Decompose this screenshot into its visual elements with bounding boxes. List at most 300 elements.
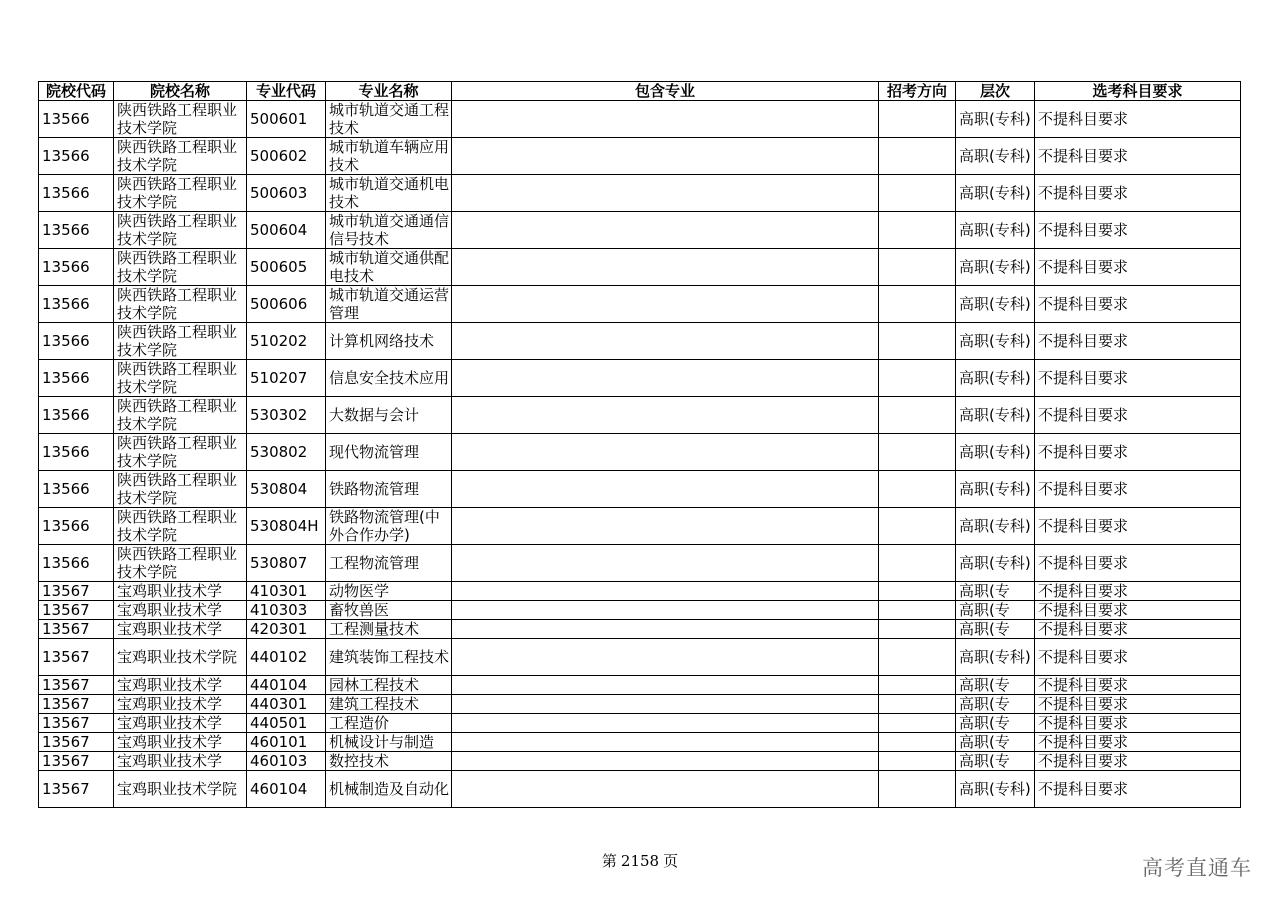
major-name-text: 大数据与会计 bbox=[329, 406, 420, 424]
major-name-text: 城市轨道交通工程技术 bbox=[329, 101, 450, 137]
table-row bbox=[39, 752, 1241, 771]
cell-subject-requirement bbox=[1035, 360, 1241, 397]
cell-school-code bbox=[39, 434, 114, 471]
school-name-text: 宝鸡职业技术学院 bbox=[117, 648, 238, 666]
header-row bbox=[39, 82, 1241, 101]
cell-level bbox=[956, 101, 1035, 138]
school-name-text: 宝鸡职业技术学 bbox=[117, 695, 223, 713]
major-code-text: 440501 bbox=[250, 714, 308, 732]
cell-school-code bbox=[39, 752, 114, 771]
table-row bbox=[39, 323, 1241, 360]
school-code-text: 13567 bbox=[42, 733, 90, 751]
cell-major-name bbox=[326, 508, 452, 545]
cell-included-majors bbox=[452, 582, 879, 601]
cell-included-majors bbox=[452, 695, 879, 714]
cell-major-name bbox=[326, 286, 452, 323]
cell-direction bbox=[879, 714, 956, 733]
cell-subject-requirement bbox=[1035, 714, 1241, 733]
cell-included-majors bbox=[452, 397, 879, 434]
cell-major-code bbox=[247, 771, 326, 808]
cell-major-code bbox=[247, 620, 326, 639]
subject-requirement-text: 不提科目要求 bbox=[1038, 221, 1129, 239]
cell-level bbox=[956, 695, 1035, 714]
table-row bbox=[39, 620, 1241, 639]
school-name-text: 陕西铁路工程职业技术学院 bbox=[117, 508, 238, 544]
subject-requirement-text: 不提科目要求 bbox=[1038, 517, 1129, 535]
subject-requirement-text: 不提科目要求 bbox=[1038, 258, 1129, 276]
school-code-text: 13567 bbox=[42, 620, 90, 638]
cell-direction bbox=[879, 639, 956, 676]
subject-requirement-text: 不提科目要求 bbox=[1038, 184, 1129, 202]
subject-requirement-text: 不提科目要求 bbox=[1038, 582, 1129, 600]
cell-direction bbox=[879, 601, 956, 620]
cell-direction bbox=[879, 695, 956, 714]
cell-school-code bbox=[39, 695, 114, 714]
subject-requirement-text: 不提科目要求 bbox=[1038, 620, 1129, 638]
subject-requirement-text: 不提科目要求 bbox=[1038, 714, 1129, 732]
school-name-text: 陕西铁路工程职业技术学院 bbox=[117, 212, 238, 248]
table-row bbox=[39, 138, 1241, 175]
cell-school-name bbox=[114, 545, 247, 582]
school-code-text: 13567 bbox=[42, 648, 90, 666]
cell-school-code bbox=[39, 582, 114, 601]
cell-included-majors bbox=[452, 639, 879, 676]
major-code-text: 510207 bbox=[250, 369, 308, 387]
cell-direction bbox=[879, 360, 956, 397]
cell-included-majors bbox=[452, 714, 879, 733]
cell-included-majors bbox=[452, 508, 879, 545]
school-code-text: 13566 bbox=[42, 295, 90, 313]
cell-major-code bbox=[247, 101, 326, 138]
cell-major-code bbox=[247, 175, 326, 212]
school-code-text: 13566 bbox=[42, 480, 90, 498]
col-header-subject-requirement: 选考科目要求 bbox=[1035, 82, 1241, 101]
table-row bbox=[39, 676, 1241, 695]
school-code-text: 13567 bbox=[42, 695, 90, 713]
cell-school-name bbox=[114, 508, 247, 545]
major-code-text: 500606 bbox=[250, 295, 308, 313]
table-row bbox=[39, 286, 1241, 323]
cell-school-code bbox=[39, 601, 114, 620]
cell-major-code bbox=[247, 249, 326, 286]
cell-school-name bbox=[114, 620, 247, 639]
cell-major-code bbox=[247, 434, 326, 471]
major-name-text: 城市轨道交通通信信号技术 bbox=[329, 212, 450, 248]
cell-school-name bbox=[114, 601, 247, 620]
cell-major-name bbox=[326, 471, 452, 508]
cell-major-code bbox=[247, 545, 326, 582]
major-code-text: 530302 bbox=[250, 406, 308, 424]
cell-school-code bbox=[39, 620, 114, 639]
cell-school-code bbox=[39, 101, 114, 138]
major-name-text: 铁路物流管理(中外合作办学) bbox=[329, 508, 440, 544]
school-code-text: 13566 bbox=[42, 258, 90, 276]
col-header-level: 层次 bbox=[956, 82, 1035, 101]
col-header-included-majors: 包含专业 bbox=[452, 82, 879, 101]
table-row bbox=[39, 639, 1241, 676]
cell-included-majors bbox=[452, 175, 879, 212]
cell-major-name bbox=[326, 397, 452, 434]
cell-school-name bbox=[114, 286, 247, 323]
major-name-text: 城市轨道车辆应用技术 bbox=[329, 138, 450, 174]
subject-requirement-text: 不提科目要求 bbox=[1038, 733, 1129, 751]
cell-level bbox=[956, 323, 1035, 360]
cell-major-name bbox=[326, 101, 452, 138]
cell-level bbox=[956, 676, 1035, 695]
cell-level bbox=[956, 771, 1035, 808]
major-name-text: 建筑工程技术 bbox=[329, 695, 420, 713]
cell-major-name bbox=[326, 733, 452, 752]
cell-school-name bbox=[114, 101, 247, 138]
cell-major-code bbox=[247, 397, 326, 434]
cell-school-name bbox=[114, 471, 247, 508]
school-code-text: 13567 bbox=[42, 582, 90, 600]
cell-subject-requirement bbox=[1035, 471, 1241, 508]
subject-requirement-text: 不提科目要求 bbox=[1038, 480, 1129, 498]
page-number bbox=[0, 850, 1280, 871]
cell-included-majors bbox=[452, 471, 879, 508]
cell-school-code bbox=[39, 545, 114, 582]
level-text: 高职(专科) bbox=[959, 110, 1031, 128]
cell-included-majors bbox=[452, 620, 879, 639]
cell-subject-requirement bbox=[1035, 601, 1241, 620]
school-code-text: 13567 bbox=[42, 780, 90, 798]
cell-included-majors bbox=[452, 601, 879, 620]
major-code-text: 530804H bbox=[250, 517, 319, 535]
major-name-text: 机械设计与制造 bbox=[329, 733, 435, 751]
cell-major-code bbox=[247, 676, 326, 695]
cell-direction bbox=[879, 752, 956, 771]
col-header-major-code: 专业代码 bbox=[247, 82, 326, 101]
cell-school-name bbox=[114, 434, 247, 471]
cell-level bbox=[956, 733, 1035, 752]
major-name-text: 铁路物流管理 bbox=[329, 480, 420, 498]
cell-direction bbox=[879, 397, 956, 434]
cell-included-majors bbox=[452, 323, 879, 360]
page-number-suffix: 页 bbox=[663, 852, 679, 870]
school-code-text: 13566 bbox=[42, 110, 90, 128]
level-text: 高职(专科) bbox=[959, 406, 1031, 424]
cell-school-code bbox=[39, 175, 114, 212]
major-name-text: 工程物流管理 bbox=[329, 554, 420, 572]
cell-school-code bbox=[39, 733, 114, 752]
cell-school-code bbox=[39, 397, 114, 434]
major-name-text: 城市轨道交通运营管理 bbox=[329, 286, 450, 322]
admissions-table bbox=[38, 81, 1241, 808]
cell-level bbox=[956, 714, 1035, 733]
level-text: 高职(专科) bbox=[959, 517, 1031, 535]
major-code-text: 500605 bbox=[250, 258, 308, 276]
cell-subject-requirement bbox=[1035, 620, 1241, 639]
school-name-text: 宝鸡职业技术学 bbox=[117, 714, 223, 732]
cell-major-name bbox=[326, 639, 452, 676]
level-text: 高职(专科) bbox=[959, 258, 1031, 276]
major-name-text: 畜牧兽医 bbox=[329, 601, 390, 619]
cell-included-majors bbox=[452, 360, 879, 397]
cell-major-code bbox=[247, 601, 326, 620]
level-text: 高职(专 bbox=[959, 582, 1010, 600]
major-code-text: 510202 bbox=[250, 332, 308, 350]
cell-subject-requirement bbox=[1035, 771, 1241, 808]
cell-included-majors bbox=[452, 752, 879, 771]
level-text: 高职(专科) bbox=[959, 369, 1031, 387]
subject-requirement-text: 不提科目要求 bbox=[1038, 295, 1129, 313]
major-code-text: 410303 bbox=[250, 601, 308, 619]
cell-level bbox=[956, 138, 1035, 175]
cell-direction bbox=[879, 620, 956, 639]
cell-major-name bbox=[326, 175, 452, 212]
cell-direction bbox=[879, 286, 956, 323]
major-code-text: 530802 bbox=[250, 443, 308, 461]
level-text: 高职(专 bbox=[959, 733, 1010, 751]
cell-major-name bbox=[326, 752, 452, 771]
level-text: 高职(专科) bbox=[959, 648, 1031, 666]
table-row bbox=[39, 249, 1241, 286]
school-name-text: 宝鸡职业技术学 bbox=[117, 733, 223, 751]
cell-level bbox=[956, 601, 1035, 620]
school-name-text: 宝鸡职业技术学 bbox=[117, 620, 223, 638]
cell-subject-requirement bbox=[1035, 733, 1241, 752]
school-name-text: 陕西铁路工程职业技术学院 bbox=[117, 360, 238, 396]
cell-level bbox=[956, 752, 1035, 771]
school-code-text: 13566 bbox=[42, 332, 90, 350]
cell-school-name bbox=[114, 733, 247, 752]
subject-requirement-text: 不提科目要求 bbox=[1038, 648, 1129, 666]
cell-subject-requirement bbox=[1035, 676, 1241, 695]
school-name-text: 宝鸡职业技术学 bbox=[117, 752, 223, 770]
subject-requirement-text: 不提科目要求 bbox=[1038, 332, 1129, 350]
table-row bbox=[39, 471, 1241, 508]
school-code-text: 13566 bbox=[42, 184, 90, 202]
major-code-text: 500604 bbox=[250, 221, 308, 239]
school-name-text: 宝鸡职业技术学 bbox=[117, 601, 223, 619]
page-number-prefix: 第 bbox=[601, 852, 617, 870]
school-code-text: 13566 bbox=[42, 554, 90, 572]
major-name-text: 城市轨道交通机电技术 bbox=[329, 175, 450, 211]
cell-major-name bbox=[326, 695, 452, 714]
cell-school-code bbox=[39, 138, 114, 175]
cell-subject-requirement bbox=[1035, 752, 1241, 771]
cell-included-majors bbox=[452, 545, 879, 582]
subject-requirement-text: 不提科目要求 bbox=[1038, 443, 1129, 461]
table-row bbox=[39, 360, 1241, 397]
cell-major-name bbox=[326, 714, 452, 733]
cell-school-code bbox=[39, 508, 114, 545]
major-code-text: 530804 bbox=[250, 480, 308, 498]
level-text: 高职(专科) bbox=[959, 184, 1031, 202]
major-name-text: 园林工程技术 bbox=[329, 676, 420, 694]
cell-level bbox=[956, 212, 1035, 249]
watermark-text: 高考直通车 bbox=[1142, 856, 1252, 880]
school-code-text: 13567 bbox=[42, 601, 90, 619]
school-name-text: 陕西铁路工程职业技术学院 bbox=[117, 545, 238, 581]
major-code-text: 500603 bbox=[250, 184, 308, 202]
cell-subject-requirement bbox=[1035, 582, 1241, 601]
cell-school-code bbox=[39, 676, 114, 695]
subject-requirement-text: 不提科目要求 bbox=[1038, 147, 1129, 165]
level-text: 高职(专 bbox=[959, 695, 1010, 713]
cell-school-name bbox=[114, 212, 247, 249]
major-code-text: 500602 bbox=[250, 147, 308, 165]
level-text: 高职(专 bbox=[959, 676, 1010, 694]
school-code-text: 13567 bbox=[42, 714, 90, 732]
cell-included-majors bbox=[452, 771, 879, 808]
major-name-text: 城市轨道交通供配电技术 bbox=[329, 249, 450, 285]
cell-major-code bbox=[247, 286, 326, 323]
cell-direction bbox=[879, 508, 956, 545]
cell-school-name bbox=[114, 582, 247, 601]
major-name-text: 计算机网络技术 bbox=[329, 332, 435, 350]
table-row bbox=[39, 601, 1241, 620]
cell-direction bbox=[879, 471, 956, 508]
school-name-text: 宝鸡职业技术学 bbox=[117, 582, 223, 600]
cell-included-majors bbox=[452, 212, 879, 249]
cell-subject-requirement bbox=[1035, 138, 1241, 175]
school-code-text: 13566 bbox=[42, 443, 90, 461]
cell-major-name bbox=[326, 434, 452, 471]
major-code-text: 460101 bbox=[250, 733, 308, 751]
school-code-text: 13566 bbox=[42, 517, 90, 535]
school-code-text: 13566 bbox=[42, 406, 90, 424]
cell-direction bbox=[879, 771, 956, 808]
major-name-text: 信息安全技术应用 bbox=[329, 369, 450, 387]
cell-major-code bbox=[247, 582, 326, 601]
table-row bbox=[39, 175, 1241, 212]
cell-major-name bbox=[326, 249, 452, 286]
school-name-text: 陕西铁路工程职业技术学院 bbox=[117, 434, 238, 470]
school-code-text: 13567 bbox=[42, 752, 90, 770]
school-name-text: 陕西铁路工程职业技术学院 bbox=[117, 249, 238, 285]
cell-major-name bbox=[326, 360, 452, 397]
table-row bbox=[39, 212, 1241, 249]
major-code-text: 440104 bbox=[250, 676, 308, 694]
cell-subject-requirement bbox=[1035, 249, 1241, 286]
level-text: 高职(专科) bbox=[959, 780, 1031, 798]
level-text: 高职(专 bbox=[959, 714, 1010, 732]
cell-school-name bbox=[114, 752, 247, 771]
subject-requirement-text: 不提科目要求 bbox=[1038, 676, 1129, 694]
cell-subject-requirement bbox=[1035, 286, 1241, 323]
cell-major-name bbox=[326, 620, 452, 639]
school-code-text: 13567 bbox=[42, 676, 90, 694]
cell-direction bbox=[879, 582, 956, 601]
cell-direction bbox=[879, 175, 956, 212]
major-code-text: 420301 bbox=[250, 620, 308, 638]
level-text: 高职(专科) bbox=[959, 554, 1031, 572]
cell-school-code bbox=[39, 714, 114, 733]
cell-major-code bbox=[247, 639, 326, 676]
cell-school-code bbox=[39, 286, 114, 323]
table-row bbox=[39, 733, 1241, 752]
major-name-text: 数控技术 bbox=[329, 752, 390, 770]
major-code-text: 460103 bbox=[250, 752, 308, 770]
cell-school-name bbox=[114, 695, 247, 714]
subject-requirement-text: 不提科目要求 bbox=[1038, 406, 1129, 424]
page-number-value: 2158 bbox=[620, 852, 660, 870]
cell-school-name bbox=[114, 175, 247, 212]
cell-included-majors bbox=[452, 434, 879, 471]
cell-direction bbox=[879, 434, 956, 471]
cell-subject-requirement bbox=[1035, 545, 1241, 582]
cell-school-name bbox=[114, 714, 247, 733]
cell-school-code bbox=[39, 360, 114, 397]
cell-level bbox=[956, 620, 1035, 639]
cell-school-name bbox=[114, 397, 247, 434]
cell-subject-requirement bbox=[1035, 323, 1241, 360]
cell-school-name bbox=[114, 323, 247, 360]
major-code-text: 500601 bbox=[250, 110, 308, 128]
cell-included-majors bbox=[452, 676, 879, 695]
level-text: 高职(专 bbox=[959, 601, 1010, 619]
level-text: 高职(专 bbox=[959, 752, 1010, 770]
school-name-text: 陕西铁路工程职业技术学院 bbox=[117, 286, 238, 322]
col-header-direction: 招考方向 bbox=[879, 82, 956, 101]
level-text: 高职(专科) bbox=[959, 443, 1031, 461]
cell-level bbox=[956, 397, 1035, 434]
cell-level bbox=[956, 286, 1035, 323]
cell-school-name bbox=[114, 771, 247, 808]
cell-level bbox=[956, 471, 1035, 508]
cell-major-name bbox=[326, 676, 452, 695]
cell-subject-requirement bbox=[1035, 175, 1241, 212]
major-code-text: 460104 bbox=[250, 780, 308, 798]
school-name-text: 宝鸡职业技术学院 bbox=[117, 780, 238, 798]
cell-major-code bbox=[247, 733, 326, 752]
table-row bbox=[39, 397, 1241, 434]
cell-subject-requirement bbox=[1035, 695, 1241, 714]
cell-major-name bbox=[326, 138, 452, 175]
cell-level bbox=[956, 639, 1035, 676]
cell-school-code bbox=[39, 471, 114, 508]
cell-school-name bbox=[114, 639, 247, 676]
level-text: 高职(专 bbox=[959, 620, 1010, 638]
cell-included-majors bbox=[452, 101, 879, 138]
cell-level bbox=[956, 545, 1035, 582]
table-row bbox=[39, 434, 1241, 471]
cell-level bbox=[956, 508, 1035, 545]
cell-level bbox=[956, 249, 1035, 286]
subject-requirement-text: 不提科目要求 bbox=[1038, 110, 1129, 128]
cell-major-name bbox=[326, 212, 452, 249]
major-name-text: 工程测量技术 bbox=[329, 620, 420, 638]
cell-major-code bbox=[247, 360, 326, 397]
cell-major-code bbox=[247, 323, 326, 360]
cell-subject-requirement bbox=[1035, 397, 1241, 434]
cell-direction bbox=[879, 249, 956, 286]
cell-subject-requirement bbox=[1035, 639, 1241, 676]
table-row bbox=[39, 771, 1241, 808]
major-code-text: 440102 bbox=[250, 648, 308, 666]
subject-requirement-text: 不提科目要求 bbox=[1038, 780, 1129, 798]
table-row bbox=[39, 545, 1241, 582]
school-name-text: 宝鸡职业技术学 bbox=[117, 676, 223, 694]
cell-major-name bbox=[326, 323, 452, 360]
cell-school-name bbox=[114, 249, 247, 286]
school-name-text: 陕西铁路工程职业技术学院 bbox=[117, 138, 238, 174]
level-text: 高职(专科) bbox=[959, 332, 1031, 350]
subject-requirement-text: 不提科目要求 bbox=[1038, 554, 1129, 572]
col-header-school-code: 院校代码 bbox=[39, 82, 114, 101]
major-name-text: 机械制造及自动化 bbox=[329, 780, 450, 798]
cell-school-code bbox=[39, 212, 114, 249]
major-name-text: 动物医学 bbox=[329, 582, 390, 600]
cell-included-majors bbox=[452, 286, 879, 323]
cell-major-code bbox=[247, 138, 326, 175]
cell-major-name bbox=[326, 582, 452, 601]
school-name-text: 陕西铁路工程职业技术学院 bbox=[117, 471, 238, 507]
cell-major-name bbox=[326, 771, 452, 808]
cell-subject-requirement bbox=[1035, 101, 1241, 138]
